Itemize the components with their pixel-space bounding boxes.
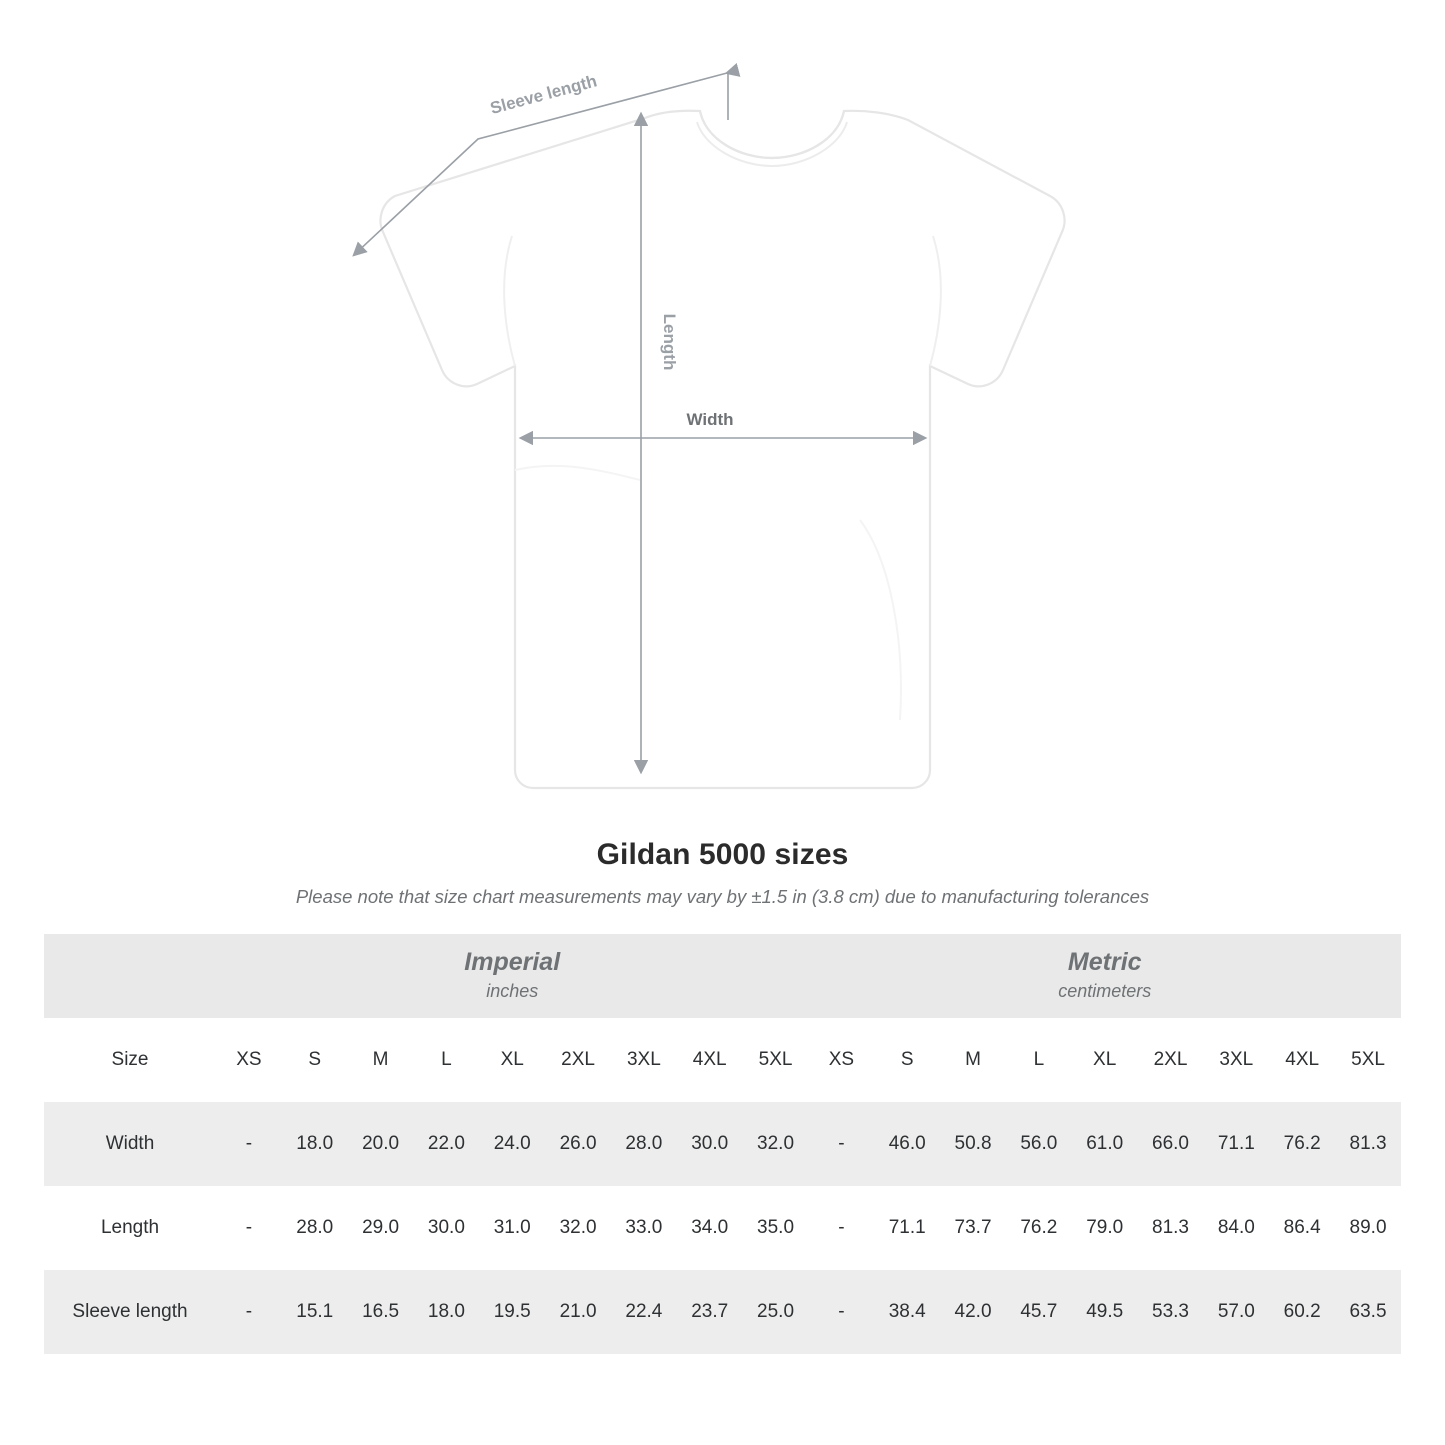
cell-width-imp-2: 20.0 — [348, 1102, 414, 1186]
cell-width-imp-5: 26.0 — [545, 1102, 611, 1186]
length-label: Length — [660, 313, 679, 371]
cell-sleeve-imp-3: 18.0 — [413, 1270, 479, 1354]
unit-header-imperial — [216, 934, 808, 1018]
col-head-met-1: S — [874, 1018, 940, 1102]
cell-sleeve-met-4: 49.5 — [1072, 1270, 1138, 1354]
cell-width-met-7: 76.2 — [1269, 1102, 1335, 1186]
table-row — [44, 1270, 1401, 1354]
cell-length-imp-8: 35.0 — [743, 1186, 809, 1270]
cell-width-met-3: 56.0 — [1006, 1102, 1072, 1186]
size-table — [44, 934, 1401, 1354]
cell-width-met-8: 81.3 — [1335, 1102, 1401, 1186]
cell-length-met-3: 76.2 — [1006, 1186, 1072, 1270]
col-head-imp-8: 5XL — [743, 1018, 809, 1102]
page-title: Gildan 5000 sizes — [596, 838, 849, 871]
col-head-imp-3: L — [413, 1018, 479, 1102]
col-head-met-0: XS — [808, 1018, 874, 1102]
unit-header-metric — [808, 934, 1401, 1018]
cell-sleeve-imp-7: 23.7 — [677, 1270, 743, 1354]
size-label-cell: Size — [44, 1018, 216, 1102]
cell-sleeve-met-3: 45.7 — [1006, 1270, 1072, 1354]
unit-header-row — [44, 934, 1401, 1018]
cell-sleeve-imp-2: 16.5 — [348, 1270, 414, 1354]
cell-sleeve-met-2: 42.0 — [940, 1270, 1006, 1354]
cell-width-met-1: 46.0 — [874, 1102, 940, 1186]
col-head-imp-1: S — [282, 1018, 348, 1102]
cell-length-imp-4: 31.0 — [479, 1186, 545, 1270]
cell-length-met-8: 89.0 — [1335, 1186, 1401, 1270]
cell-width-met-6: 71.1 — [1203, 1102, 1269, 1186]
col-head-imp-2: M — [348, 1018, 414, 1102]
cell-sleeve-met-1: 38.4 — [874, 1270, 940, 1354]
unit-sub-imperial: inches — [486, 981, 539, 1002]
cell-sleeve-imp-8: 25.0 — [743, 1270, 809, 1354]
cell-width-met-0: - — [808, 1102, 874, 1186]
col-head-imp-5: 2XL — [545, 1018, 611, 1102]
cell-sleeve-met-0: - — [808, 1270, 874, 1354]
row-label-length: Length — [44, 1186, 216, 1270]
col-head-met-3: L — [1006, 1018, 1072, 1102]
unit-name-metric: Metric — [1067, 947, 1142, 976]
cell-width-imp-7: 30.0 — [677, 1102, 743, 1186]
cell-length-imp-6: 33.0 — [611, 1186, 677, 1270]
table-row — [44, 1186, 1401, 1270]
col-head-met-4: XL — [1072, 1018, 1138, 1102]
col-head-met-6: 3XL — [1203, 1018, 1269, 1102]
cell-sleeve-imp-1: 15.1 — [282, 1270, 348, 1354]
title-block — [0, 838, 1445, 908]
cell-length-imp-7: 34.0 — [677, 1186, 743, 1270]
unit-header-spacer — [44, 934, 216, 1018]
cell-length-met-7: 86.4 — [1269, 1186, 1335, 1270]
cell-length-met-0: - — [808, 1186, 874, 1270]
cell-length-imp-2: 29.0 — [348, 1186, 414, 1270]
col-head-imp-6: 3XL — [611, 1018, 677, 1102]
unit-name-imperial: Imperial — [464, 947, 561, 976]
col-head-met-5: 2XL — [1138, 1018, 1204, 1102]
cell-length-imp-5: 32.0 — [545, 1186, 611, 1270]
cell-length-imp-1: 28.0 — [282, 1186, 348, 1270]
cell-width-imp-8: 32.0 — [743, 1102, 809, 1186]
cell-sleeve-imp-5: 21.0 — [545, 1270, 611, 1354]
size-table-wrapper — [44, 934, 1401, 1354]
cell-width-met-5: 66.0 — [1138, 1102, 1204, 1186]
cell-width-imp-0: - — [216, 1102, 282, 1186]
table-row — [44, 1102, 1401, 1186]
col-head-imp-0: XS — [216, 1018, 282, 1102]
tolerance-note: Please note that size chart measurements may vary by ±1.5 in (3.8 cm) due to manufacturing tolerances — [295, 886, 1150, 907]
tshirt-shape — [380, 111, 1064, 788]
unit-sub-metric: centimeters — [1058, 981, 1152, 1002]
size-header-row — [44, 1018, 1401, 1102]
cell-sleeve-imp-4: 19.5 — [479, 1270, 545, 1354]
cell-width-imp-1: 18.0 — [282, 1102, 348, 1186]
cell-length-imp-3: 30.0 — [413, 1186, 479, 1270]
width-label: Width — [686, 410, 734, 429]
cell-length-imp-0: - — [216, 1186, 282, 1270]
cell-length-met-4: 79.0 — [1072, 1186, 1138, 1270]
cell-sleeve-met-6: 57.0 — [1203, 1270, 1269, 1354]
col-head-met-2: M — [940, 1018, 1006, 1102]
cell-length-met-6: 84.0 — [1203, 1186, 1269, 1270]
col-head-met-8: 5XL — [1335, 1018, 1401, 1102]
cell-sleeve-met-5: 53.3 — [1138, 1270, 1204, 1354]
cell-width-imp-4: 24.0 — [479, 1102, 545, 1186]
cell-length-met-2: 73.7 — [940, 1186, 1006, 1270]
col-head-met-7: 4XL — [1269, 1018, 1335, 1102]
cell-width-imp-3: 22.0 — [413, 1102, 479, 1186]
cell-width-met-4: 61.0 — [1072, 1102, 1138, 1186]
cell-length-met-5: 81.3 — [1138, 1186, 1204, 1270]
cell-sleeve-imp-6: 22.4 — [611, 1270, 677, 1354]
row-label-width: Width — [44, 1102, 216, 1186]
cell-width-met-2: 50.8 — [940, 1102, 1006, 1186]
col-head-imp-7: 4XL — [677, 1018, 743, 1102]
col-head-imp-4: XL — [479, 1018, 545, 1102]
cell-sleeve-imp-0: - — [216, 1270, 282, 1354]
cell-length-met-1: 71.1 — [874, 1186, 940, 1270]
cell-sleeve-met-8: 63.5 — [1335, 1270, 1401, 1354]
row-label-sleeve-length: Sleeve length — [44, 1270, 216, 1354]
cell-sleeve-met-7: 60.2 — [1269, 1270, 1335, 1354]
sleeve-length-label: Sleeve length — [488, 71, 599, 119]
cell-width-imp-6: 28.0 — [611, 1102, 677, 1186]
